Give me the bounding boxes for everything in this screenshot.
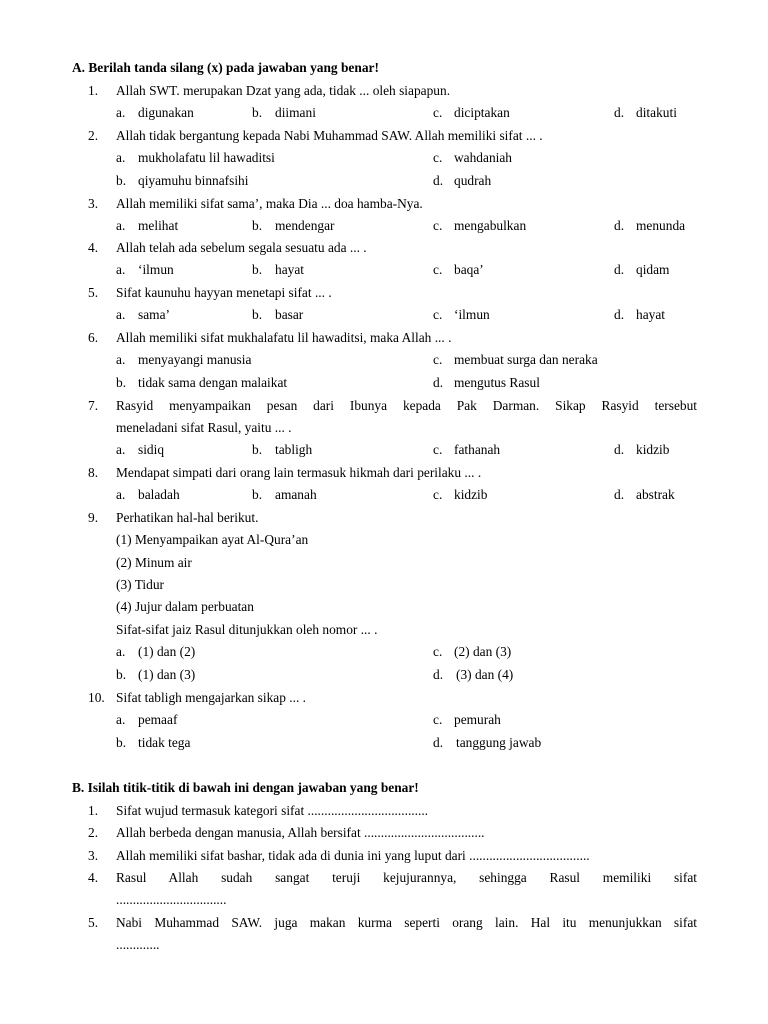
statement-item: (4) Jujur dalam perbuatan: [116, 599, 254, 614]
option-letter: d.: [433, 375, 444, 390]
option-text: hayat: [636, 307, 665, 322]
option-text: hayat: [275, 262, 304, 277]
option-letter: a.: [116, 712, 126, 727]
fill-in-question: Nabi Muhammad SAW. juga makan kurma seperti orang lain. Hal itu menunjukkan sifat: [116, 915, 697, 930]
option-text: mengutus Rasul: [454, 375, 540, 390]
option-text: fathanah: [454, 442, 501, 457]
option-letter: b.: [252, 442, 263, 457]
option-letter: b.: [252, 487, 263, 502]
option-text: menyayangi manusia: [138, 352, 252, 367]
option-text: pemurah: [454, 712, 501, 727]
question-text: Rasyid menyampaikan pesan dari Ibunya kepada Pak Darman. Sikap Rasyid tersebut: [116, 398, 697, 413]
option-letter: a.: [116, 442, 126, 457]
option-letter: d.: [433, 667, 444, 682]
section-a-title: A. Berilah tanda silang (x) pada jawaban yang benar!: [72, 60, 379, 75]
option-letter: d.: [433, 735, 444, 750]
option-letter: c.: [433, 712, 443, 727]
fill-in-question: Rasul Allah sudah sangat teruji kejujurannya, sehingga Rasul memiliki sifat: [116, 870, 697, 885]
option-text: ‘ilmun: [454, 307, 490, 322]
option-letter: b.: [116, 173, 127, 188]
option-letter: d.: [614, 105, 625, 120]
option-letter: a.: [116, 262, 126, 277]
option-text: mukholafatu lil hawaditsi: [138, 150, 275, 165]
question-number: 5.: [88, 915, 99, 930]
option-letter: b.: [252, 262, 263, 277]
fill-in-question: Allah berbeda dengan manusia, Allah bersifat ....................................: [116, 825, 485, 840]
option-text: tabligh: [275, 442, 313, 457]
option-text: ditakuti: [636, 105, 677, 120]
option-text: diimani: [275, 105, 316, 120]
answer-blank: .................................: [116, 892, 227, 907]
option-text: (1) dan (3): [138, 667, 196, 682]
fill-in-question: Allah memiliki sifat bashar, tidak ada di dunia ini yang luput dari ....................................: [116, 848, 590, 863]
question-number: 7.: [88, 398, 99, 413]
statement-item: (1) Menyampaikan ayat Al-Qura’an: [116, 532, 309, 547]
option-letter: a.: [116, 352, 126, 367]
option-letter: a.: [116, 307, 126, 322]
answer-blank: .............: [116, 937, 160, 952]
option-letter: b.: [116, 735, 127, 750]
option-text: basar: [275, 307, 304, 322]
option-letter: c.: [433, 442, 443, 457]
option-text: digunakan: [138, 105, 194, 120]
option-letter: c.: [433, 352, 443, 367]
option-letter: d.: [614, 307, 625, 322]
option-text: (1) dan (2): [138, 644, 196, 659]
question-text: Perhatikan hal-hal berikut.: [116, 510, 259, 525]
question-number: 2.: [88, 825, 99, 840]
question-number: 1.: [88, 83, 99, 98]
option-letter: b.: [116, 667, 127, 682]
option-text: wahdaniah: [454, 150, 513, 165]
option-letter: c.: [433, 218, 443, 233]
option-letter: c.: [433, 262, 443, 277]
question-text: Allah memiliki sifat mukhalafatu lil hawaditsi, maka Allah ... .: [116, 330, 452, 345]
option-letter: b.: [252, 307, 263, 322]
option-text: mendengar: [275, 218, 335, 233]
question-number: 3.: [88, 848, 99, 863]
question-number: 3.: [88, 196, 99, 211]
option-text: (2) dan (3): [454, 644, 512, 659]
option-letter: c.: [433, 487, 443, 502]
option-text: mengabulkan: [454, 218, 527, 233]
question-number: 8.: [88, 465, 99, 480]
option-text: kidzib: [636, 442, 670, 457]
option-text: sama’: [138, 307, 170, 322]
option-letter: c.: [433, 105, 443, 120]
option-text: pemaaf: [138, 712, 178, 727]
question-number: 6.: [88, 330, 99, 345]
question-text: Sifat kaunuhu hayyan menetapi sifat ... .: [116, 285, 332, 300]
option-letter: a.: [116, 105, 126, 120]
option-text: tidak sama dengan malaikat: [138, 375, 288, 390]
question-text: Sifat tabligh mengajarkan sikap ... .: [116, 690, 307, 705]
option-letter: a.: [116, 218, 126, 233]
question-text: Allah telah ada sebelum segala sesuatu ada ... .: [116, 240, 367, 255]
option-letter: a.: [116, 644, 126, 659]
option-text: (3) dan (4): [456, 667, 514, 682]
option-text: melihat: [138, 218, 179, 233]
statement-item: (3) Tidur: [116, 577, 164, 592]
option-letter: b.: [252, 105, 263, 120]
question-text: Allah tidak bergantung kepada Nabi Muhammad SAW. Allah memiliki sifat ... .: [116, 128, 543, 143]
option-letter: b.: [252, 218, 263, 233]
option-text: membuat surga dan neraka: [454, 352, 598, 367]
option-letter: c.: [433, 307, 443, 322]
question-number: 1.: [88, 803, 99, 818]
option-text: tidak tega: [138, 735, 191, 750]
question-number: 9.: [88, 510, 99, 525]
option-text: menunda: [636, 218, 686, 233]
option-letter: a.: [116, 150, 126, 165]
option-text: qidam: [636, 262, 670, 277]
statement-item: (2) Minum air: [116, 555, 192, 570]
question-text: Mendapat simpati dari orang lain termasuk hikmah dari perilaku ... .: [116, 465, 482, 480]
question-number: 2.: [88, 128, 99, 143]
option-text: amanah: [275, 487, 317, 502]
question-number: 4.: [88, 870, 99, 885]
question-number: 4.: [88, 240, 99, 255]
option-letter: b.: [116, 375, 127, 390]
option-text: baqa’: [454, 262, 484, 277]
question-prompt: Sifat-sifat jaiz Rasul ditunjukkan oleh nomor ... .: [116, 622, 378, 637]
option-text: qudrah: [454, 173, 492, 188]
option-text: ‘ilmun: [138, 262, 174, 277]
option-text: baladah: [138, 487, 180, 502]
option-letter: c.: [433, 150, 443, 165]
option-letter: d.: [614, 262, 625, 277]
question-number: 5.: [88, 285, 99, 300]
option-text: sidiq: [138, 442, 165, 457]
option-letter: d.: [614, 218, 625, 233]
question-number: 10.: [88, 690, 105, 705]
section-b-title: B. Isilah titik-titik di bawah ini dengan jawaban yang benar!: [72, 780, 419, 795]
question-text-continued: meneladani sifat Rasul, yaitu ... .: [116, 420, 292, 435]
option-text: tanggung jawab: [456, 735, 542, 750]
option-text: abstrak: [636, 487, 675, 502]
option-text: kidzib: [454, 487, 488, 502]
option-text: diciptakan: [454, 105, 510, 120]
option-letter: d.: [614, 487, 625, 502]
option-letter: d.: [614, 442, 625, 457]
option-letter: d.: [433, 173, 444, 188]
option-text: qiyamuhu binnafsihi: [138, 173, 249, 188]
question-text: Allah memiliki sifat sama’, maka Dia ... doa hamba-Nya.: [116, 196, 423, 211]
fill-in-question: Sifat wujud termasuk kategori sifat ....................................: [116, 803, 429, 818]
question-text: Allah SWT. merupakan Dzat yang ada, tidak ... oleh siapapun.: [116, 83, 451, 98]
option-letter: c.: [433, 644, 443, 659]
option-letter: a.: [116, 487, 126, 502]
